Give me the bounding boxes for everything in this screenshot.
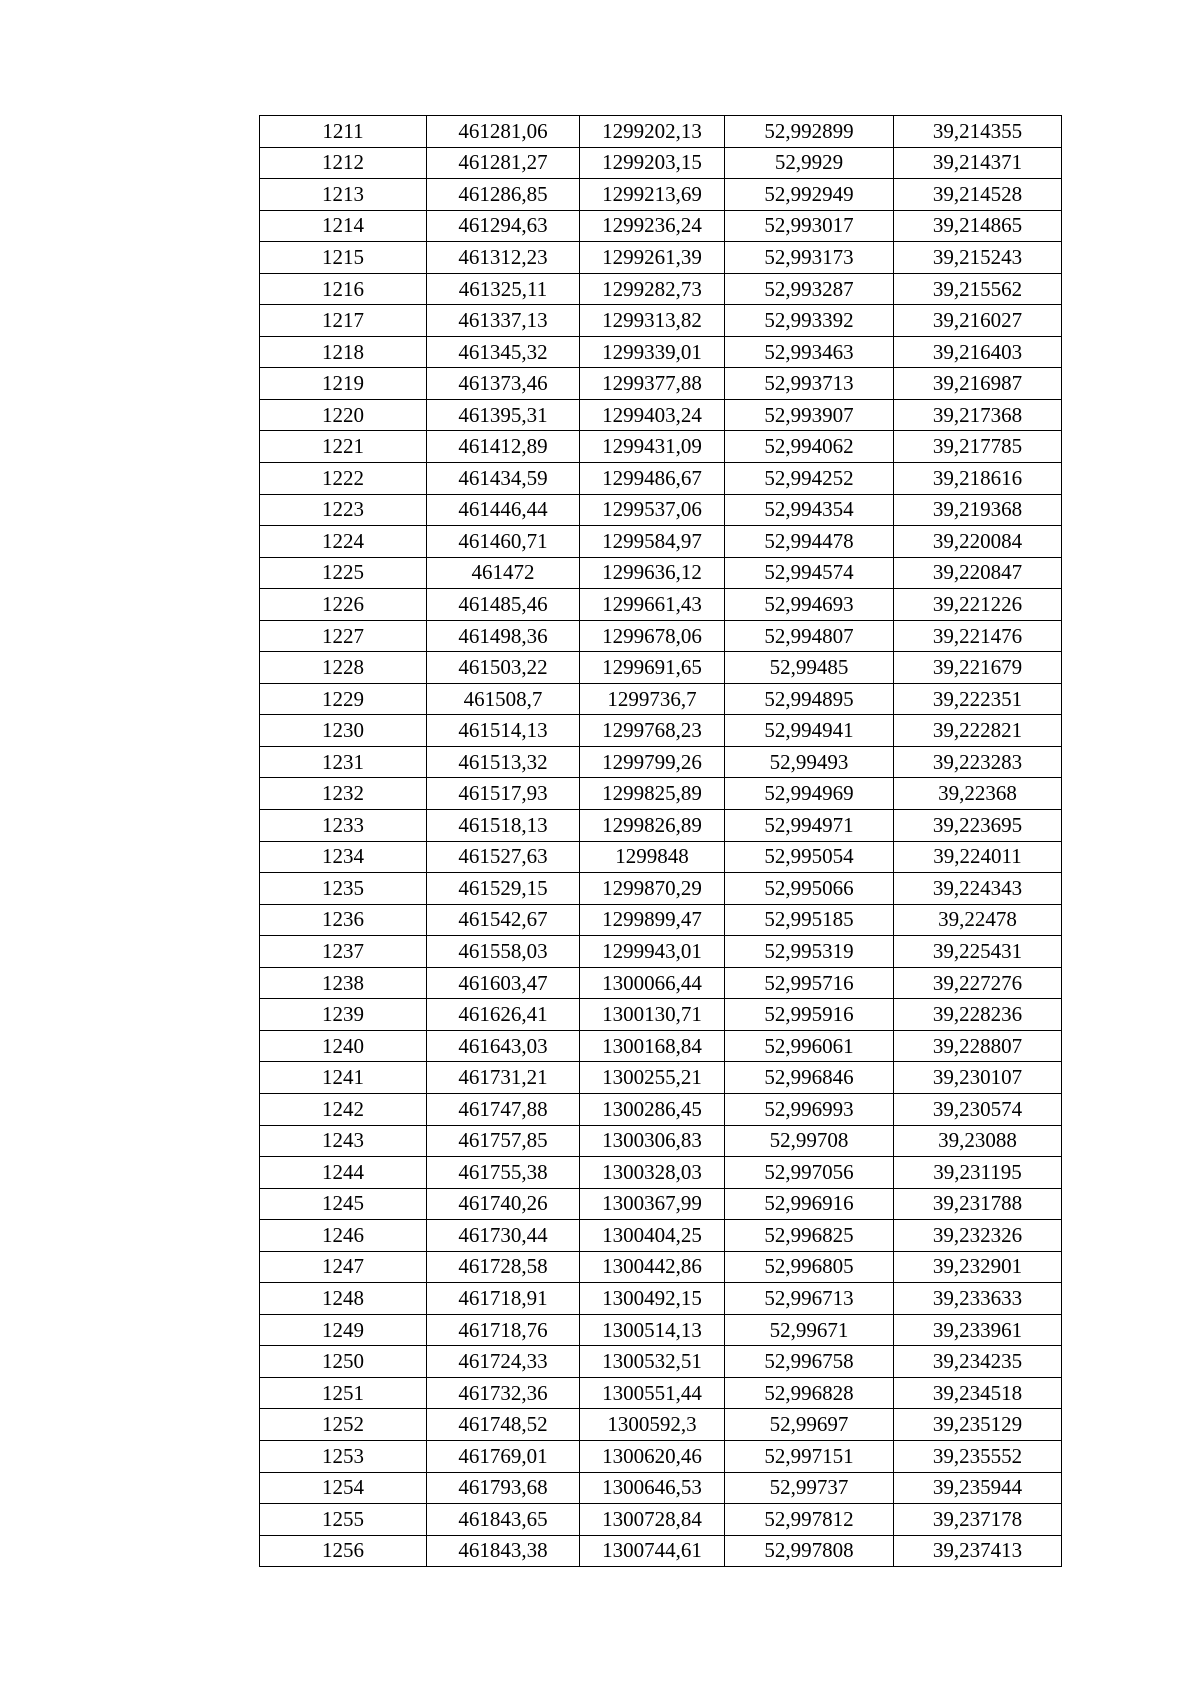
- longitude-cell: 39,222821: [894, 715, 1062, 747]
- table-row: [260, 336, 1062, 368]
- longitude-cell: 39,23088: [894, 1125, 1062, 1157]
- x-coordinate-cell: 461747,88: [427, 1093, 580, 1125]
- x-coordinate-cell: 461731,21: [427, 1062, 580, 1094]
- point-number-cell: 1223: [260, 494, 427, 526]
- point-number-cell: 1226: [260, 589, 427, 621]
- x-coordinate-cell: 461281,27: [427, 147, 580, 179]
- latitude-cell: 52,996825: [725, 1220, 894, 1252]
- longitude-cell: 39,216403: [894, 336, 1062, 368]
- latitude-cell: 52,992899: [725, 116, 894, 148]
- table-row: [260, 431, 1062, 463]
- longitude-cell: 39,219368: [894, 494, 1062, 526]
- latitude-cell: 52,995185: [725, 904, 894, 936]
- x-coordinate-cell: 461643,03: [427, 1030, 580, 1062]
- point-number-cell: 1255: [260, 1504, 427, 1536]
- point-number-cell: 1247: [260, 1251, 427, 1283]
- table-row: [260, 399, 1062, 431]
- longitude-cell: 39,237413: [894, 1535, 1062, 1567]
- table-row: [260, 494, 1062, 526]
- table-row: [260, 589, 1062, 621]
- x-coordinate-cell: 461373,46: [427, 368, 580, 400]
- longitude-cell: 39,230107: [894, 1062, 1062, 1094]
- latitude-cell: 52,994971: [725, 810, 894, 842]
- latitude-cell: 52,995066: [725, 873, 894, 905]
- table-row: [260, 1251, 1062, 1283]
- y-coordinate-cell: 1299799,26: [580, 746, 725, 778]
- y-coordinate-cell: 1300328,03: [580, 1157, 725, 1189]
- x-coordinate-cell: 461793,68: [427, 1472, 580, 1504]
- y-coordinate-cell: 1299537,06: [580, 494, 725, 526]
- longitude-cell: 39,223283: [894, 746, 1062, 778]
- latitude-cell: 52,9929: [725, 147, 894, 179]
- table-row: [260, 116, 1062, 148]
- point-number-cell: 1256: [260, 1535, 427, 1567]
- latitude-cell: 52,99697: [725, 1409, 894, 1441]
- y-coordinate-cell: 1299339,01: [580, 336, 725, 368]
- table-row: [260, 1283, 1062, 1315]
- y-coordinate-cell: 1299768,23: [580, 715, 725, 747]
- latitude-cell: 52,994252: [725, 463, 894, 495]
- latitude-cell: 52,99493: [725, 746, 894, 778]
- longitude-cell: 39,235552: [894, 1440, 1062, 1472]
- latitude-cell: 52,997812: [725, 1504, 894, 1536]
- x-coordinate-cell: 461732,36: [427, 1377, 580, 1409]
- y-coordinate-cell: 1299636,12: [580, 557, 725, 589]
- x-coordinate-cell: 461755,38: [427, 1157, 580, 1189]
- latitude-cell: 52,996993: [725, 1093, 894, 1125]
- longitude-cell: 39,232326: [894, 1220, 1062, 1252]
- latitude-cell: 52,996805: [725, 1251, 894, 1283]
- x-coordinate-cell: 461558,03: [427, 936, 580, 968]
- longitude-cell: 39,220084: [894, 526, 1062, 558]
- y-coordinate-cell: 1300130,71: [580, 999, 725, 1031]
- latitude-cell: 52,994969: [725, 778, 894, 810]
- table-row: [260, 1504, 1062, 1536]
- y-coordinate-cell: 1300551,44: [580, 1377, 725, 1409]
- longitude-cell: 39,235129: [894, 1409, 1062, 1441]
- longitude-cell: 39,231788: [894, 1188, 1062, 1220]
- longitude-cell: 39,224011: [894, 841, 1062, 873]
- y-coordinate-cell: 1299825,89: [580, 778, 725, 810]
- y-coordinate-cell: 1299870,29: [580, 873, 725, 905]
- table-row: [260, 1472, 1062, 1504]
- point-number-cell: 1250: [260, 1346, 427, 1378]
- longitude-cell: 39,22368: [894, 778, 1062, 810]
- longitude-cell: 39,233633: [894, 1283, 1062, 1315]
- y-coordinate-cell: 1300255,21: [580, 1062, 725, 1094]
- x-coordinate-cell: 461325,11: [427, 273, 580, 305]
- x-coordinate-cell: 461542,67: [427, 904, 580, 936]
- y-coordinate-cell: 1299236,24: [580, 210, 725, 242]
- latitude-cell: 52,994574: [725, 557, 894, 589]
- y-coordinate-cell: 1299403,24: [580, 399, 725, 431]
- x-coordinate-cell: 461518,13: [427, 810, 580, 842]
- y-coordinate-cell: 1300442,86: [580, 1251, 725, 1283]
- latitude-cell: 52,997808: [725, 1535, 894, 1567]
- table-row: [260, 652, 1062, 684]
- y-coordinate-cell: 1300286,45: [580, 1093, 725, 1125]
- longitude-cell: 39,222351: [894, 683, 1062, 715]
- longitude-cell: 39,221679: [894, 652, 1062, 684]
- point-number-cell: 1248: [260, 1283, 427, 1315]
- longitude-cell: 39,216987: [894, 368, 1062, 400]
- table-row: [260, 463, 1062, 495]
- x-coordinate-cell: 461517,93: [427, 778, 580, 810]
- table-row: [260, 1535, 1062, 1567]
- table-row: [260, 1409, 1062, 1441]
- latitude-cell: 52,994693: [725, 589, 894, 621]
- longitude-cell: 39,217785: [894, 431, 1062, 463]
- longitude-cell: 39,223695: [894, 810, 1062, 842]
- longitude-cell: 39,234235: [894, 1346, 1062, 1378]
- x-coordinate-cell: 461513,32: [427, 746, 580, 778]
- longitude-cell: 39,217368: [894, 399, 1062, 431]
- table-row: [260, 526, 1062, 558]
- table-row: [260, 368, 1062, 400]
- x-coordinate-cell: 461843,65: [427, 1504, 580, 1536]
- longitude-cell: 39,228236: [894, 999, 1062, 1031]
- table-row: [260, 179, 1062, 211]
- x-coordinate-cell: 461434,59: [427, 463, 580, 495]
- x-coordinate-cell: 461286,85: [427, 179, 580, 211]
- latitude-cell: 52,994807: [725, 620, 894, 652]
- x-coordinate-cell: 461485,46: [427, 589, 580, 621]
- latitude-cell: 52,995716: [725, 967, 894, 999]
- y-coordinate-cell: 1300646,53: [580, 1472, 725, 1504]
- x-coordinate-cell: 461718,76: [427, 1314, 580, 1346]
- longitude-cell: 39,237178: [894, 1504, 1062, 1536]
- x-coordinate-cell: 461730,44: [427, 1220, 580, 1252]
- coordinate-table: [259, 115, 1062, 1567]
- x-coordinate-cell: 461498,36: [427, 620, 580, 652]
- x-coordinate-cell: 461626,41: [427, 999, 580, 1031]
- latitude-cell: 52,996758: [725, 1346, 894, 1378]
- latitude-cell: 52,99485: [725, 652, 894, 684]
- point-number-cell: 1227: [260, 620, 427, 652]
- y-coordinate-cell: 1300306,83: [580, 1125, 725, 1157]
- point-number-cell: 1236: [260, 904, 427, 936]
- table-row: [260, 1062, 1062, 1094]
- y-coordinate-cell: 1299261,39: [580, 242, 725, 274]
- point-number-cell: 1214: [260, 210, 427, 242]
- y-coordinate-cell: 1299736,7: [580, 683, 725, 715]
- point-number-cell: 1253: [260, 1440, 427, 1472]
- y-coordinate-cell: 1299213,69: [580, 179, 725, 211]
- x-coordinate-cell: 461527,63: [427, 841, 580, 873]
- table-row: [260, 557, 1062, 589]
- table-row: [260, 967, 1062, 999]
- y-coordinate-cell: 1300592,3: [580, 1409, 725, 1441]
- latitude-cell: 52,99671: [725, 1314, 894, 1346]
- point-number-cell: 1254: [260, 1472, 427, 1504]
- table-row: [260, 1314, 1062, 1346]
- latitude-cell: 52,994895: [725, 683, 894, 715]
- longitude-cell: 39,214528: [894, 179, 1062, 211]
- latitude-cell: 52,996916: [725, 1188, 894, 1220]
- longitude-cell: 39,225431: [894, 936, 1062, 968]
- x-coordinate-cell: 461769,01: [427, 1440, 580, 1472]
- table-row: [260, 746, 1062, 778]
- longitude-cell: 39,218616: [894, 463, 1062, 495]
- table-row: [260, 778, 1062, 810]
- y-coordinate-cell: 1299691,65: [580, 652, 725, 684]
- table-row: [260, 1440, 1062, 1472]
- longitude-cell: 39,227276: [894, 967, 1062, 999]
- y-coordinate-cell: 1299282,73: [580, 273, 725, 305]
- latitude-cell: 52,996828: [725, 1377, 894, 1409]
- x-coordinate-cell: 461529,15: [427, 873, 580, 905]
- table-row: [260, 620, 1062, 652]
- x-coordinate-cell: 461718,91: [427, 1283, 580, 1315]
- y-coordinate-cell: 1300744,61: [580, 1535, 725, 1567]
- x-coordinate-cell: 461294,63: [427, 210, 580, 242]
- x-coordinate-cell: 461508,7: [427, 683, 580, 715]
- longitude-cell: 39,22478: [894, 904, 1062, 936]
- longitude-cell: 39,230574: [894, 1093, 1062, 1125]
- longitude-cell: 39,234518: [894, 1377, 1062, 1409]
- x-coordinate-cell: 461757,85: [427, 1125, 580, 1157]
- x-coordinate-cell: 461395,31: [427, 399, 580, 431]
- y-coordinate-cell: 1299486,67: [580, 463, 725, 495]
- y-coordinate-cell: 1299848: [580, 841, 725, 873]
- point-number-cell: 1222: [260, 463, 427, 495]
- coordinate-table-body: [260, 116, 1062, 1567]
- y-coordinate-cell: 1299678,06: [580, 620, 725, 652]
- x-coordinate-cell: 461460,71: [427, 526, 580, 558]
- longitude-cell: 39,231195: [894, 1157, 1062, 1189]
- table-row: [260, 936, 1062, 968]
- table-row: [260, 683, 1062, 715]
- latitude-cell: 52,993017: [725, 210, 894, 242]
- y-coordinate-cell: 1299203,15: [580, 147, 725, 179]
- x-coordinate-cell: 461748,52: [427, 1409, 580, 1441]
- longitude-cell: 39,215562: [894, 273, 1062, 305]
- y-coordinate-cell: 1299431,09: [580, 431, 725, 463]
- latitude-cell: 52,992949: [725, 179, 894, 211]
- longitude-cell: 39,224343: [894, 873, 1062, 905]
- point-number-cell: 1211: [260, 116, 427, 148]
- table-row: [260, 1377, 1062, 1409]
- latitude-cell: 52,993713: [725, 368, 894, 400]
- table-row: [260, 715, 1062, 747]
- longitude-cell: 39,235944: [894, 1472, 1062, 1504]
- x-coordinate-cell: 461337,13: [427, 305, 580, 337]
- y-coordinate-cell: 1300514,13: [580, 1314, 725, 1346]
- latitude-cell: 52,995319: [725, 936, 894, 968]
- x-coordinate-cell: 461728,58: [427, 1251, 580, 1283]
- y-coordinate-cell: 1300168,84: [580, 1030, 725, 1062]
- latitude-cell: 52,99708: [725, 1125, 894, 1157]
- point-number-cell: 1234: [260, 841, 427, 873]
- point-number-cell: 1213: [260, 179, 427, 211]
- latitude-cell: 52,993907: [725, 399, 894, 431]
- y-coordinate-cell: 1299202,13: [580, 116, 725, 148]
- longitude-cell: 39,216027: [894, 305, 1062, 337]
- y-coordinate-cell: 1300492,15: [580, 1283, 725, 1315]
- point-number-cell: 1212: [260, 147, 427, 179]
- point-number-cell: 1239: [260, 999, 427, 1031]
- latitude-cell: 52,996846: [725, 1062, 894, 1094]
- y-coordinate-cell: 1299584,97: [580, 526, 725, 558]
- point-number-cell: 1238: [260, 967, 427, 999]
- table-row: [260, 1125, 1062, 1157]
- y-coordinate-cell: 1299826,89: [580, 810, 725, 842]
- latitude-cell: 52,993392: [725, 305, 894, 337]
- y-coordinate-cell: 1300066,44: [580, 967, 725, 999]
- latitude-cell: 52,996061: [725, 1030, 894, 1062]
- table-row: [260, 1030, 1062, 1062]
- y-coordinate-cell: 1300367,99: [580, 1188, 725, 1220]
- x-coordinate-cell: 461724,33: [427, 1346, 580, 1378]
- latitude-cell: 52,995916: [725, 999, 894, 1031]
- longitude-cell: 39,214371: [894, 147, 1062, 179]
- table-row: [260, 873, 1062, 905]
- latitude-cell: 52,99737: [725, 1472, 894, 1504]
- y-coordinate-cell: 1299661,43: [580, 589, 725, 621]
- x-coordinate-cell: 461843,38: [427, 1535, 580, 1567]
- table-row: [260, 242, 1062, 274]
- x-coordinate-cell: 461345,32: [427, 336, 580, 368]
- longitude-cell: 39,221226: [894, 589, 1062, 621]
- table-row: [260, 1346, 1062, 1378]
- latitude-cell: 52,993463: [725, 336, 894, 368]
- y-coordinate-cell: 1299943,01: [580, 936, 725, 968]
- point-number-cell: 1233: [260, 810, 427, 842]
- point-number-cell: 1241: [260, 1062, 427, 1094]
- latitude-cell: 52,996713: [725, 1283, 894, 1315]
- y-coordinate-cell: 1300404,25: [580, 1220, 725, 1252]
- latitude-cell: 52,997151: [725, 1440, 894, 1472]
- table-row: [260, 810, 1062, 842]
- y-coordinate-cell: 1300620,46: [580, 1440, 725, 1472]
- point-number-cell: 1231: [260, 746, 427, 778]
- table-row: [260, 904, 1062, 936]
- point-number-cell: 1221: [260, 431, 427, 463]
- longitude-cell: 39,214355: [894, 116, 1062, 148]
- x-coordinate-cell: 461603,47: [427, 967, 580, 999]
- point-number-cell: 1217: [260, 305, 427, 337]
- point-number-cell: 1215: [260, 242, 427, 274]
- point-number-cell: 1219: [260, 368, 427, 400]
- table-row: [260, 841, 1062, 873]
- x-coordinate-cell: 461503,22: [427, 652, 580, 684]
- point-number-cell: 1216: [260, 273, 427, 305]
- latitude-cell: 52,994062: [725, 431, 894, 463]
- point-number-cell: 1244: [260, 1157, 427, 1189]
- y-coordinate-cell: 1300728,84: [580, 1504, 725, 1536]
- x-coordinate-cell: 461312,23: [427, 242, 580, 274]
- y-coordinate-cell: 1300532,51: [580, 1346, 725, 1378]
- point-number-cell: 1245: [260, 1188, 427, 1220]
- point-number-cell: 1243: [260, 1125, 427, 1157]
- x-coordinate-cell: 461281,06: [427, 116, 580, 148]
- x-coordinate-cell: 461740,26: [427, 1188, 580, 1220]
- point-number-cell: 1232: [260, 778, 427, 810]
- point-number-cell: 1251: [260, 1377, 427, 1409]
- point-number-cell: 1225: [260, 557, 427, 589]
- point-number-cell: 1224: [260, 526, 427, 558]
- longitude-cell: 39,220847: [894, 557, 1062, 589]
- point-number-cell: 1249: [260, 1314, 427, 1346]
- table-row: [260, 305, 1062, 337]
- x-coordinate-cell: 461446,44: [427, 494, 580, 526]
- point-number-cell: 1230: [260, 715, 427, 747]
- point-number-cell: 1252: [260, 1409, 427, 1441]
- table-row: [260, 999, 1062, 1031]
- longitude-cell: 39,232901: [894, 1251, 1062, 1283]
- point-number-cell: 1246: [260, 1220, 427, 1252]
- longitude-cell: 39,221476: [894, 620, 1062, 652]
- latitude-cell: 52,994478: [725, 526, 894, 558]
- point-number-cell: 1235: [260, 873, 427, 905]
- latitude-cell: 52,993287: [725, 273, 894, 305]
- table-row: [260, 1220, 1062, 1252]
- y-coordinate-cell: 1299899,47: [580, 904, 725, 936]
- table-row: [260, 210, 1062, 242]
- x-coordinate-cell: 461472: [427, 557, 580, 589]
- point-number-cell: 1218: [260, 336, 427, 368]
- point-number-cell: 1229: [260, 683, 427, 715]
- latitude-cell: 52,994941: [725, 715, 894, 747]
- table-row: [260, 1157, 1062, 1189]
- x-coordinate-cell: 461514,13: [427, 715, 580, 747]
- latitude-cell: 52,997056: [725, 1157, 894, 1189]
- x-coordinate-cell: 461412,89: [427, 431, 580, 463]
- y-coordinate-cell: 1299313,82: [580, 305, 725, 337]
- longitude-cell: 39,233961: [894, 1314, 1062, 1346]
- longitude-cell: 39,228807: [894, 1030, 1062, 1062]
- longitude-cell: 39,215243: [894, 242, 1062, 274]
- latitude-cell: 52,993173: [725, 242, 894, 274]
- point-number-cell: 1240: [260, 1030, 427, 1062]
- latitude-cell: 52,995054: [725, 841, 894, 873]
- point-number-cell: 1242: [260, 1093, 427, 1125]
- table-row: [260, 1093, 1062, 1125]
- point-number-cell: 1237: [260, 936, 427, 968]
- table-row: [260, 1188, 1062, 1220]
- longitude-cell: 39,214865: [894, 210, 1062, 242]
- point-number-cell: 1220: [260, 399, 427, 431]
- y-coordinate-cell: 1299377,88: [580, 368, 725, 400]
- table-row: [260, 147, 1062, 179]
- latitude-cell: 52,994354: [725, 494, 894, 526]
- point-number-cell: 1228: [260, 652, 427, 684]
- table-row: [260, 273, 1062, 305]
